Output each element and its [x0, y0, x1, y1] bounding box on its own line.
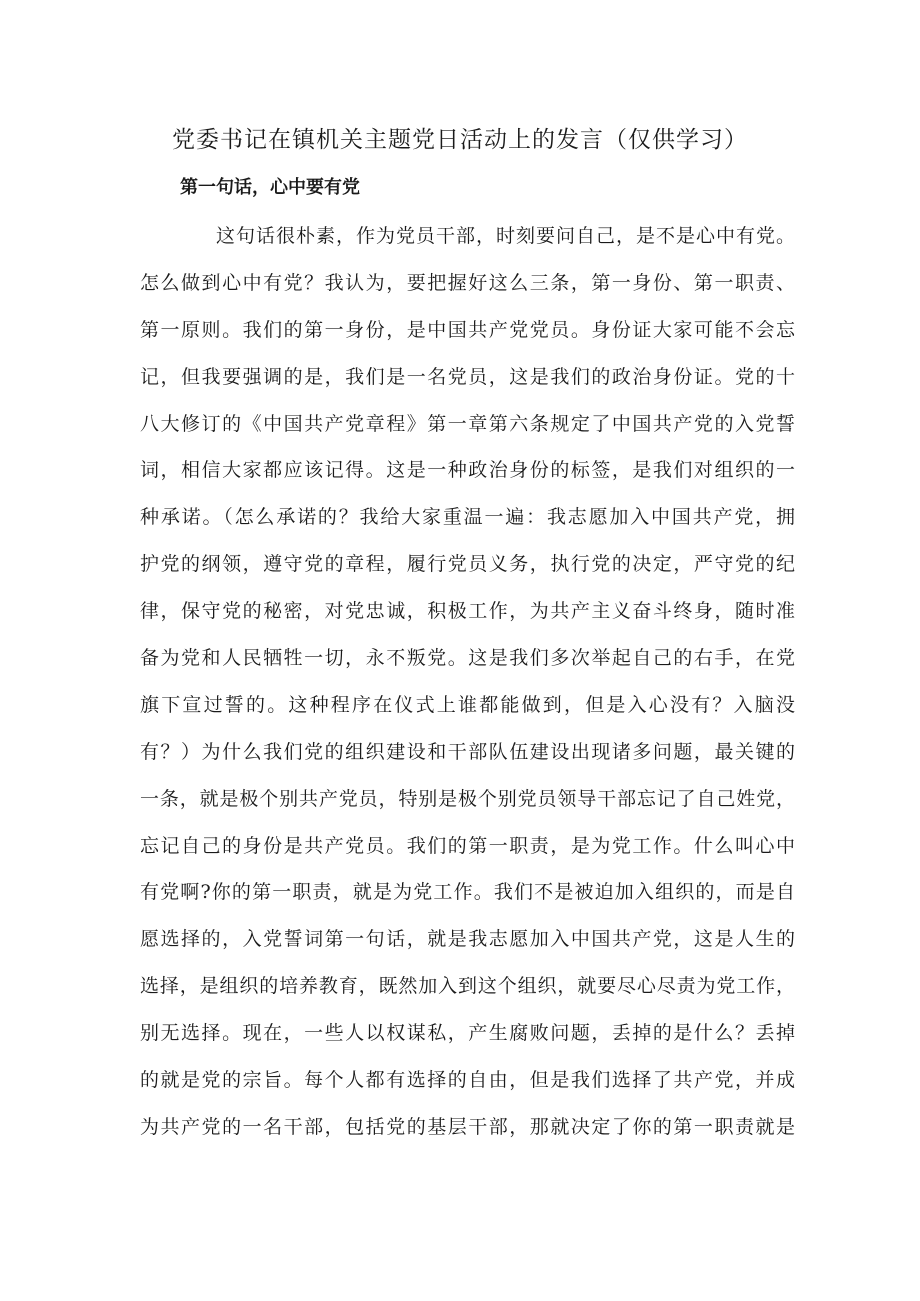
body-paragraph: [140, 221, 795, 1159]
paragraph-line: 的就是党的宗旨。每个人都有选择的自由，但是我们选择了共产党，并成: [140, 1069, 795, 1092]
paragraph-line: 护党的纲领，遵守党的章程，履行党员义务，执行党的决定，严守党的纪: [140, 553, 795, 576]
paragraph-line: 别无选择。现在，一些人以权谋私，产生腐败问题，丢掉的是什么？丢掉: [140, 1022, 795, 1045]
paragraph-line: 怎么做到心中有党？我认为，要把握好这么三条，第一身份、第一职责、: [140, 271, 795, 294]
paragraph-line: 愿选择的，入党誓词第一句话，就是我志愿加入中国共产党，这是人生的: [140, 928, 795, 951]
paragraph-line: 旗下宣过誓的。这种程序在仪式上谁都能做到，但是入心没有？入脑没: [140, 693, 795, 716]
paragraph-line: 律，保守党的秘密，对党忠诚，积极工作，为共产主义奋斗终身，随时准: [140, 600, 795, 623]
paragraph-line: 选择，是组织的培养教育，既然加入到这个组织，就要尽心尽责为党工作，: [140, 975, 795, 998]
document-title: 党委书记在镇机关主题党日活动上的发言（仅供学习）: [172, 127, 748, 153]
paragraph-line: 这句话很朴素，作为党员干部，时刻要问自己，是不是心中有党。: [216, 225, 795, 247]
paragraph-line: 有？）为什么我们党的组织建设和干部队伍建设出现诸多问题，最关键的: [140, 740, 795, 763]
paragraph-line: 八大修订的《中国共产党章程》第一章第六条规定了中国共产党的入党誓: [140, 412, 795, 435]
section-heading: 第一句话，心中要有党: [180, 177, 360, 198]
paragraph-line: 一条，就是极个别共产党员，特别是极个别党员领导干部忘记了自己姓党，: [140, 787, 795, 810]
paragraph-line: 有党啊?你的第一职责，就是为党工作。我们不是被迫加入组织的，而是自: [140, 881, 795, 904]
paragraph-line: 第一原则。我们的第一身份，是中国共产党党员。身份证大家可能不会忘: [140, 318, 795, 341]
paragraph-line: 为共产党的一名干部，包括党的基层干部，那就决定了你的第一职责就是: [140, 1115, 795, 1138]
paragraph-line: 备为党和人民牺牲一切，永不叛党。这是我们多次举起自己的右手，在党: [140, 647, 795, 670]
paragraph-line: 词，相信大家都应该记得。这是一种政治身份的标签，是我们对组织的一: [140, 459, 795, 482]
paragraph-line: 忘记自己的身份是共产党员。我们的第一职责，是为党工作。什么叫心中: [140, 834, 795, 857]
paragraph-line: 种承诺。（怎么承诺的？我给大家重温一遍：我志愿加入中国共产党，拥: [140, 506, 795, 529]
paragraph-line: 记，但我要强调的是，我们是一名党员，这是我们的政治身份证。党的十: [140, 365, 795, 388]
